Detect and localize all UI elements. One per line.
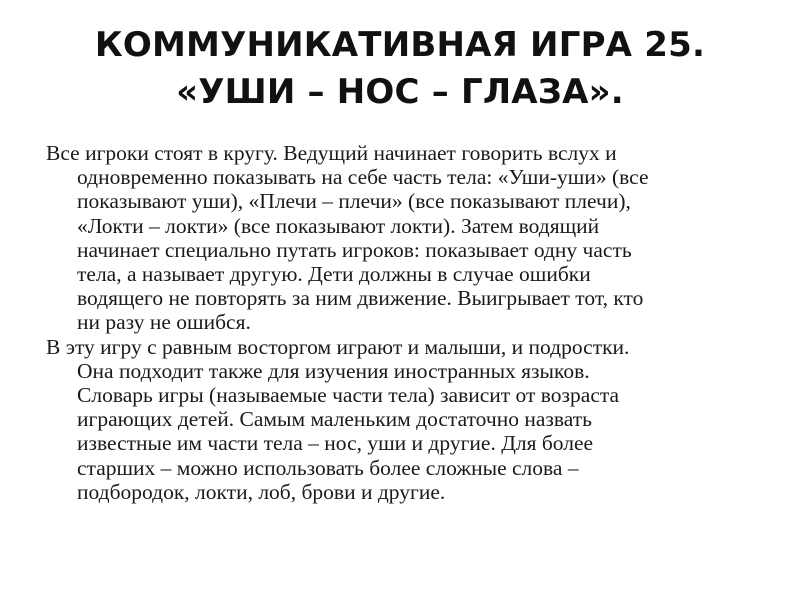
slide-body bbox=[46, 141, 776, 504]
title-line-2: «УШИ – НОС – ГЛАЗА». bbox=[176, 72, 624, 112]
body-line: старших – можно использовать более сложные слова – bbox=[77, 455, 579, 480]
body-line: Она подходит также для изучения иностранных языков. bbox=[77, 358, 590, 383]
body-line: одновременно показывать на себе часть тела: «Уши-уши» (все bbox=[77, 165, 649, 190]
body-line: Все игроки стоят в кругу. Ведущий начинает говорить вслух и bbox=[46, 141, 617, 165]
body-line: «Локти – локти» (все показывают локти). Затем водящий bbox=[77, 213, 600, 238]
body-line: показывают уши), «Плечи – плечи» (все показывают плечи), bbox=[77, 189, 631, 214]
paragraph-game-usage bbox=[46, 335, 776, 504]
body-line: начинает специально путать игроков: показывает одну часть bbox=[77, 237, 632, 262]
title-line-1: КОММУНИКАТИВНАЯ ИГРА 25. bbox=[94, 25, 706, 65]
slide-title bbox=[20, 22, 780, 116]
paragraph-game-rules bbox=[46, 141, 776, 335]
body-line: ни разу не ошибся. bbox=[77, 310, 251, 335]
body-line: В эту игру с равным восторгом играют и малыши, и подростки. bbox=[46, 334, 630, 359]
body-line: подбородок, локти, лоб, брови и другие. bbox=[77, 479, 446, 504]
body-line: играющих детей. Самым маленьким достаточно назвать bbox=[77, 407, 592, 432]
body-line: водящего не повторять за ним движение. Выигрывает тот, кто bbox=[77, 286, 644, 311]
body-line: тела, а называет другую. Дети должны в случае ошибки bbox=[77, 262, 591, 287]
body-line: известные им части тела – нос, уши и другие. Для более bbox=[77, 431, 594, 456]
body-line: Словарь игры (называемые части тела) зависит от возраста bbox=[77, 383, 620, 408]
